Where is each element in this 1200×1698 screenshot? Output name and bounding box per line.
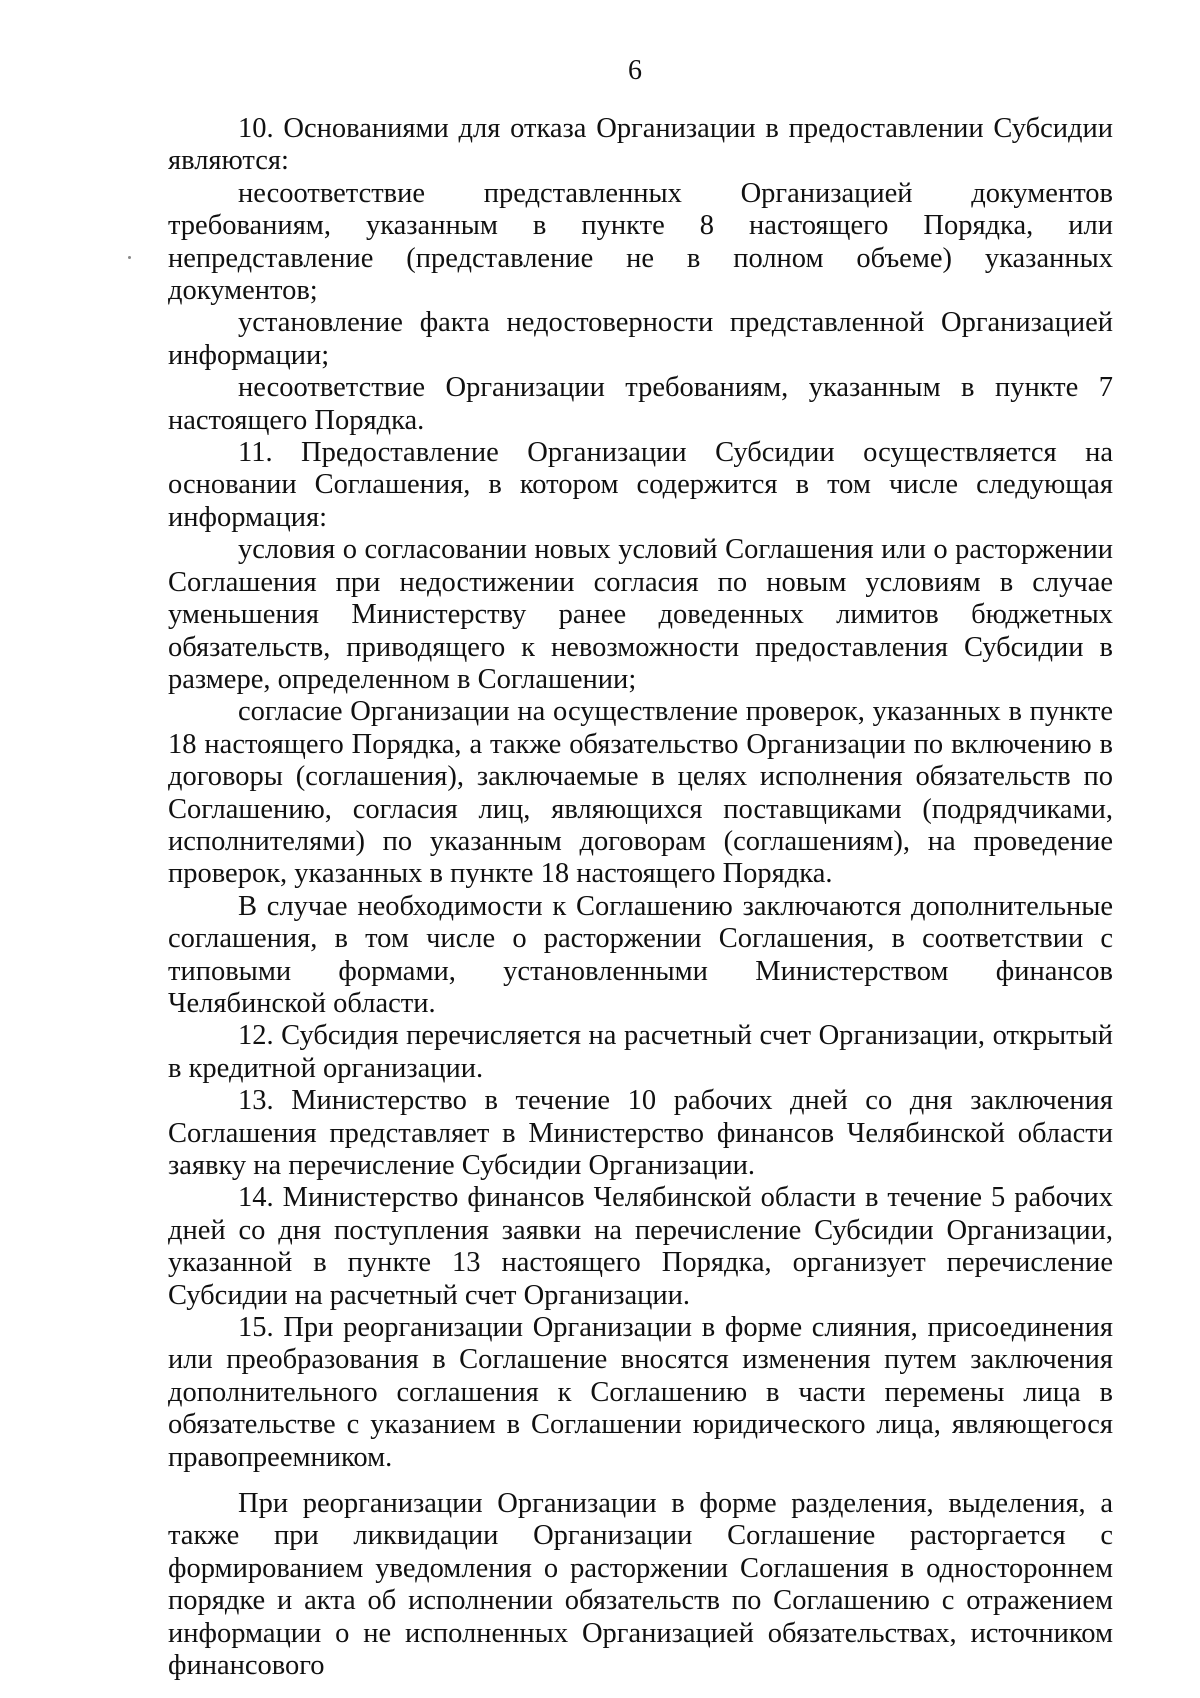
paragraph-10-title: 10. Основаниями для отказа Организации в предоставлении Субсидии являются: [168,113,1113,177]
paragraph-13: 13. Министерство в течение 10 рабочих дней со дня заключения Соглашения представляет в Министерство финансов Челябинской области заявку на перечисление Субсидии Организации. [168,1085,1113,1181]
paragraph-11-additional: В случае необходимости к Соглашению заключаются дополнительные соглашения, в том числе о расторжении Соглашения, в соответствии с типовыми формами, установленными Министерством финансов Челябинской области. [168,890,1113,1019]
paragraph-11-item-2: согласие Организации на осуществление проверок, указанных в пункте 18 настоящего Порядка, а также обязательство Организации по включению в договоры (соглашения), заключаемые в целях исполнения обязательств по Соглашению, согласия лиц, являющихся поставщиками (подрядчиками, исполнителями) по указанным договорам (соглашениям), на проведение проверок, указанных в пункте 18 настоящего Порядка. [168,696,1113,890]
paragraph-15: 15. При реорганизации Организации в форме слияния, присоединения или преобразования в Соглашение вносятся изменения путем заключения дополнительного соглашения к Соглашению в части перемены лица в обязательстве с указанием в Соглашении юридического лица, являющегося правопреемником. [168,1312,1113,1473]
paragraph-10-item-1: несоответствие представленных Организацией документов требованиям, указанным в пункте 8 настоящего Порядка, или непредставление (представление не в полном объеме) указанных документов; [168,177,1113,307]
document-body [168,113,1113,1683]
paragraph-11-title: 11. Предоставление Организации Субсидии осуществляется на основании Соглашения, в котором содержится в том числе следующая информация: [168,437,1113,533]
paragraph-10-item-3: несоответствие Организации требованиям, указанным в пункте 7 настоящего Порядка. [168,372,1113,436]
paragraph-11-item-1: условия о согласовании новых условий Соглашения или о расторжении Соглашения при недостижении согласия по новым условиям в случае уменьшения Министерству ранее доведенных лимитов бюджетных обязательств, приводящего к невозможности предоставления Субсидии в размере, определенном в Соглашении; [168,534,1113,695]
scan-speck [128,256,131,259]
paragraph-14: 14. Министерство финансов Челябинской области в течение 5 рабочих дней со дня поступления заявки на перечисление Субсидии Организации, указанной в пункте 13 настоящего Порядка, организует перечисление Субсидии на расчетный счет Организации. [168,1182,1113,1311]
paragraph-10-item-2: установление факта недостоверности представленной Организацией информации; [168,307,1113,371]
paragraph-15-continued: При реорганизации Организации в форме разделения, выделения, а также при ликвидации Организации Соглашение расторгается с формированием уведомления о расторжении Соглашения в одностороннем порядке и акта об исполнении обязательств по Соглашению с отражением информации о не исполненных Организацией обязательствах, источником финансового [168,1488,1113,1682]
paragraph-12: 12. Субсидия перечисляется на расчетный счет Организации, открытый в кредитной организации. [168,1020,1113,1084]
page-number: 6 [628,55,642,86]
